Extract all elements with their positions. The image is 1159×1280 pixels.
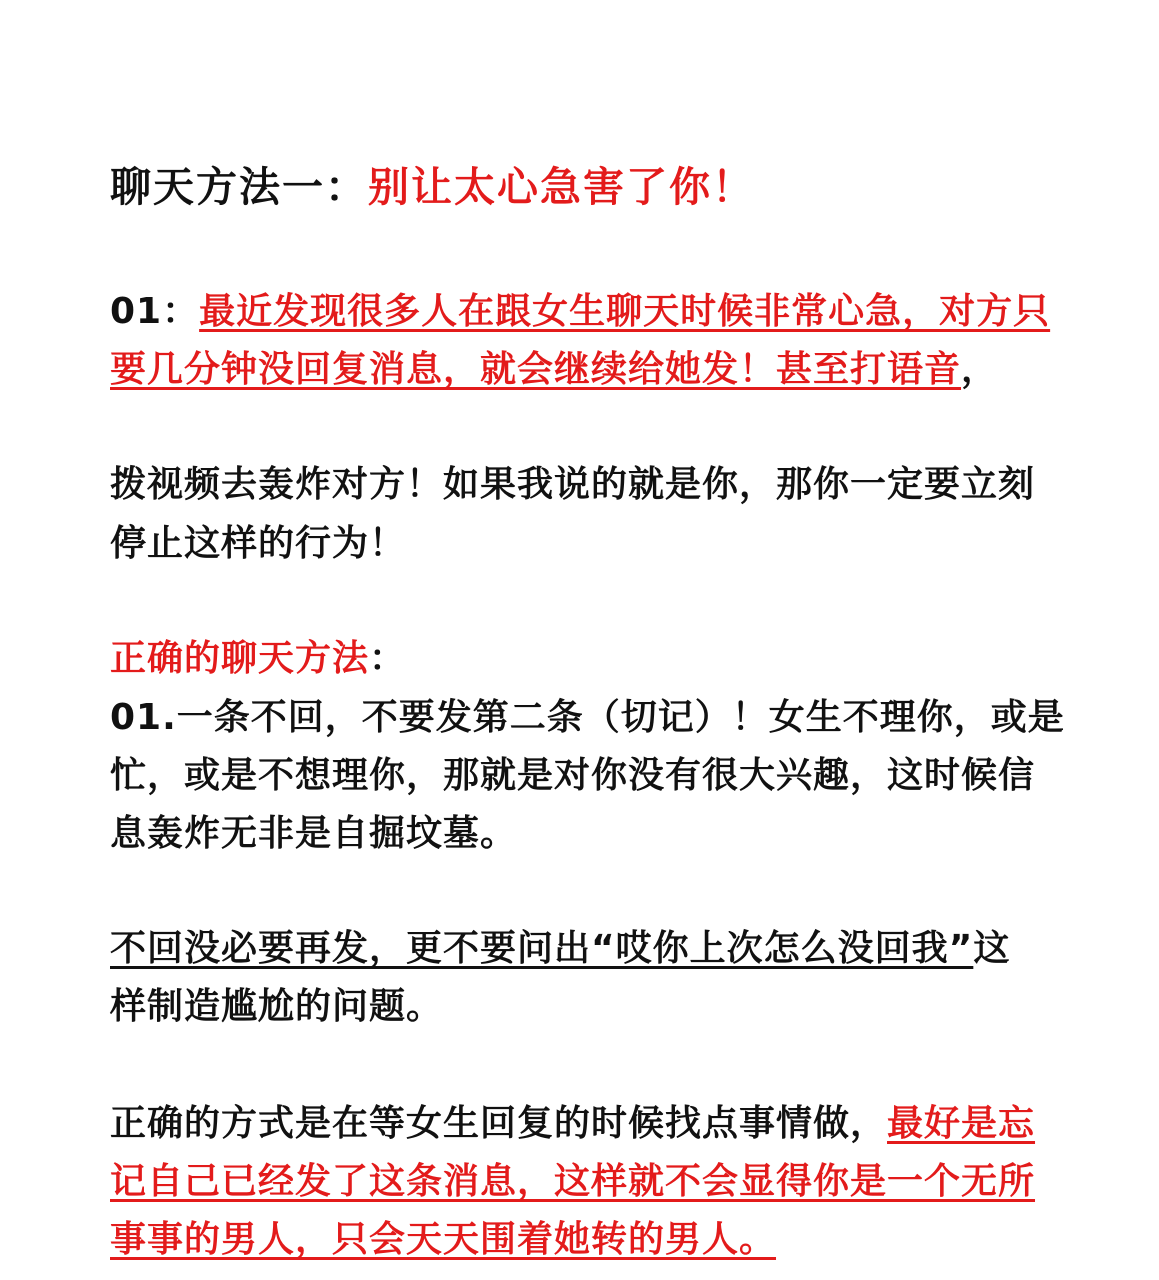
p4-line-1 (110, 1103, 1035, 1145)
page-title (110, 163, 755, 211)
method-line-1: 01.一条不回，不要发第二条（切记）！女生不理你，或是 (110, 697, 1065, 738)
p4-line-3 (110, 1219, 776, 1261)
title-highlight: 别让太心急害了你！ (368, 163, 755, 211)
p1-line2-tail: ， (961, 349, 999, 390)
p4-line1-text: 正确的方式是在等女生回复的时候找点事情做， (110, 1103, 888, 1144)
method-heading-colon: ： (369, 638, 407, 679)
p4-line1-highlight: 最好是忘 (887, 1103, 1036, 1144)
method-heading-label: 正确的聊天方法 (110, 638, 370, 679)
p2-line-1: 拨视频去轰炸对方！如果我说的就是你，那你一定要立刻 (110, 464, 1036, 505)
method-line-3: 息轰炸无非是自掘坟墓。 (110, 813, 518, 854)
p3-line1-tail: 这 (973, 928, 1011, 969)
p1-line2-highlight: 要几分钟没回复消息，就会继续给她发！甚至打语音 (110, 349, 962, 390)
p1-line-2 (110, 349, 998, 391)
method-heading (110, 638, 406, 680)
p3-line-1 (110, 928, 1010, 970)
p3-line-2: 样制造尴尬的问题。 (110, 986, 444, 1027)
p4-line-2 (110, 1161, 1035, 1203)
p4-line2-highlight: 记自己已经发了这条消息，这样就不会显得你是一个无所 (110, 1161, 1036, 1202)
title-prefix: 聊天方法一： (110, 163, 368, 211)
p1-line1-highlight: 最近发现很多人在跟女生聊天时候非常心急，对方只 (199, 291, 1051, 332)
method-line-2: 忙，或是不想理你，那就是对你没有很大兴趣，这时候信 (110, 755, 1036, 796)
p1-number: 01： (110, 291, 200, 332)
p2-line-2: 停止这样的行为！ (110, 523, 407, 564)
p3-underlined-text: 不回没必要再发，更不要问出“哎你上次怎么没回我” (110, 928, 974, 969)
p4-line3-highlight: 事事的男人，只会天天围着她转的男人。 (110, 1219, 777, 1260)
p1-line-1 (110, 291, 1050, 333)
